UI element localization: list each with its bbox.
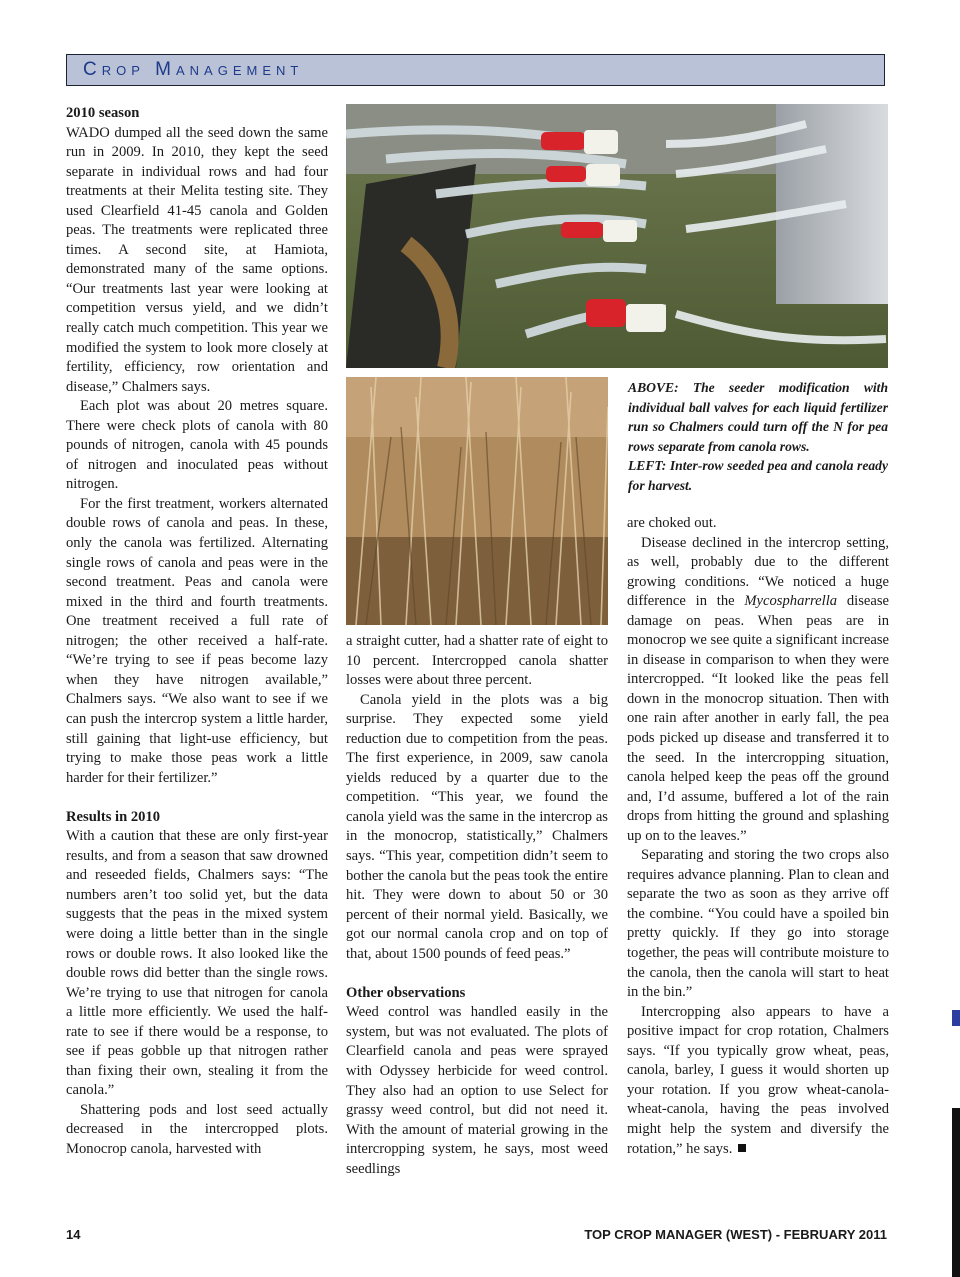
subheading-2010-season: 2010 season bbox=[66, 105, 140, 121]
paragraph: Each plot was about 20 metres square. There were check plots of canola with 80 pounds of nitrogen, canola with 45 pounds of nitrogen and inoculated peas without nitrogen. bbox=[66, 398, 328, 493]
paragraph-final bbox=[627, 1003, 889, 1159]
subheading-results: Results in 2010 bbox=[66, 808, 161, 825]
seeder-valves-photo bbox=[346, 104, 888, 368]
page-number: 14 bbox=[66, 1227, 81, 1242]
paragraph-text: disease damage on peas. When peas are in monocrop we see quite a significant increase in disease in comparison to when they were intercropped. “It looked like the peas fell down in the monocrop situation. Then with one rain after another in early fall, the pea pods picked up disease and transferred it to the seed. In the intercropping situation, canola helped keep the peas off the ground and, I’d assume, buffered a lot of the rain drops from hitting the ground and splashing up on to the leaves.” bbox=[627, 593, 889, 844]
paragraph: Shattering pods and lost seed actually decreased in the intercropped plots. Monocrop canola, harvested with bbox=[66, 1101, 328, 1157]
pea-canola-crop-photo bbox=[346, 377, 608, 625]
paragraph: With a caution that these are only first-year results, and from a season that saw drowned and reseeded fields, Chalmers says: “The numbers aren’t too solid yet, but the data suggests that the peas in the mixed system were doing a little better than in the single rows or double rows. It also looked like the double rows did better than the single rows. We’re trying to use that nitrogen for canola a little more efficiently. We used the half-rate to see if there would be a response, to see if peas gobble up that nitrogen rather than fixing their own, stealing it from the canola.” bbox=[66, 828, 328, 1099]
caption-left: LEFT: Inter-row seeded pea and canola ready for harvest. bbox=[628, 458, 888, 493]
article-column-3 bbox=[627, 514, 889, 1222]
paragraph: For the first treatment, workers alternated double rows of canola and peas. In these, only the canola was fertilized. Alternating single rows of canola and peas were in the second treatment. Peas and canola were mixed in the third and fourth treatments. One treatment received a full rate of nitrogen; the other received a half-rate. “We’re trying to see if peas become lazy when they have nitrogen available,” Chalmers says. “We also want to see if we can push the intercrop system a little harder, still gaining that light-use efficiency, but trying to make those peas work a little harder for their fertilizer.” bbox=[66, 495, 328, 786]
article-column-2 bbox=[346, 632, 608, 1222]
photo-caption bbox=[628, 378, 888, 495]
section-banner bbox=[66, 54, 885, 86]
paragraph-disease bbox=[627, 534, 889, 847]
species-name: Mycospharrella bbox=[744, 593, 838, 610]
caption-above: ABOVE: The seeder modification with individual ball valves for each liquid fertilizer run so Chalmers could turn off the N for pea rows separate from canola rows. bbox=[628, 380, 888, 454]
section-title: Crop Management bbox=[83, 59, 304, 80]
article-column-1 bbox=[66, 104, 328, 1222]
subheading-other-observations: Other observations bbox=[346, 984, 466, 1001]
paragraph: Weed control was handled easily in the system, but was not evaluated. The plots of Clearfield canola and peas were sprayed with Odyssey herbicide for weed control. They also had an option to use Select for grassy weed control, but did not need it. With the amount of material growing in the intercropping system, he says, most weed seedlings bbox=[346, 1004, 608, 1177]
paragraph: Canola yield in the plots was a big surprise. They expected some yield reduction due to competition from the peas. The first experience, in 2009, saw canola yields reduced by a quarter due to the competition. “This year, we found the canola yield was the same in the intercrop as in the monocrop, statistically,” Chalmers says. “This year, competition didn’t seem to bother the canola but the peas took the entire hit. They were down to about 50 or 30 percent of their normal yield. Basically, we got our normal canola crop and on top of that, about 1500 pounds of feed peas.” bbox=[346, 691, 608, 962]
paragraph: a straight cutter, had a shatter rate of eight to 10 percent. Intercropped canola shatter losses were about three percent. bbox=[346, 633, 608, 689]
edge-tab-black bbox=[952, 1108, 960, 1277]
paragraph-text: Intercropping also appears to have a positive impact for crop rotation, Chalmers says. “If you typically grow wheat, peas, canola, barley, I guess it would shorten up your rotation. If you grow wheat-canola-wheat-canola, having the peas involved might help the system and diversify the rotation,” he says. bbox=[627, 1003, 889, 1157]
paragraph: Separating and storing the two crops also requires advance planning. Plan to clean and separate the two as soon as they arrive off the combine. “You could have a spoiled bin pretty quickly. If they go into storage together, the peas will contribute moisture to the canola, then the canola will start to heat in the bin.” bbox=[627, 847, 889, 1001]
paragraph-text: Disease declined in the intercrop setting, as well, probably due to the different growing conditions. “We noticed a huge difference in the bbox=[627, 534, 889, 610]
edge-tab-blue bbox=[952, 1010, 960, 1026]
end-of-article-icon bbox=[738, 1144, 746, 1152]
paragraph: WADO dumped all the seed down the same run in 2009. In 2010, they kept the seed separate in individual rows and had four treatments at their Melita testing site. They used Clearfield 41-45 canola and Golden peas. The treatments were replicated three times. A second site, at Hamiota, demonstrated many of the same options. “Our treatments last year were looking at competition versus yield, and we didn’t really catch much competition. This year we modified the system to look more closely at fertility, efficiency, row orientation and disease,” Chalmers says. bbox=[66, 124, 328, 395]
publication-footer: TOP CROP MANAGER (WEST) - FEBRUARY 2011 bbox=[584, 1227, 887, 1242]
paragraph: are choked out. bbox=[627, 515, 717, 531]
